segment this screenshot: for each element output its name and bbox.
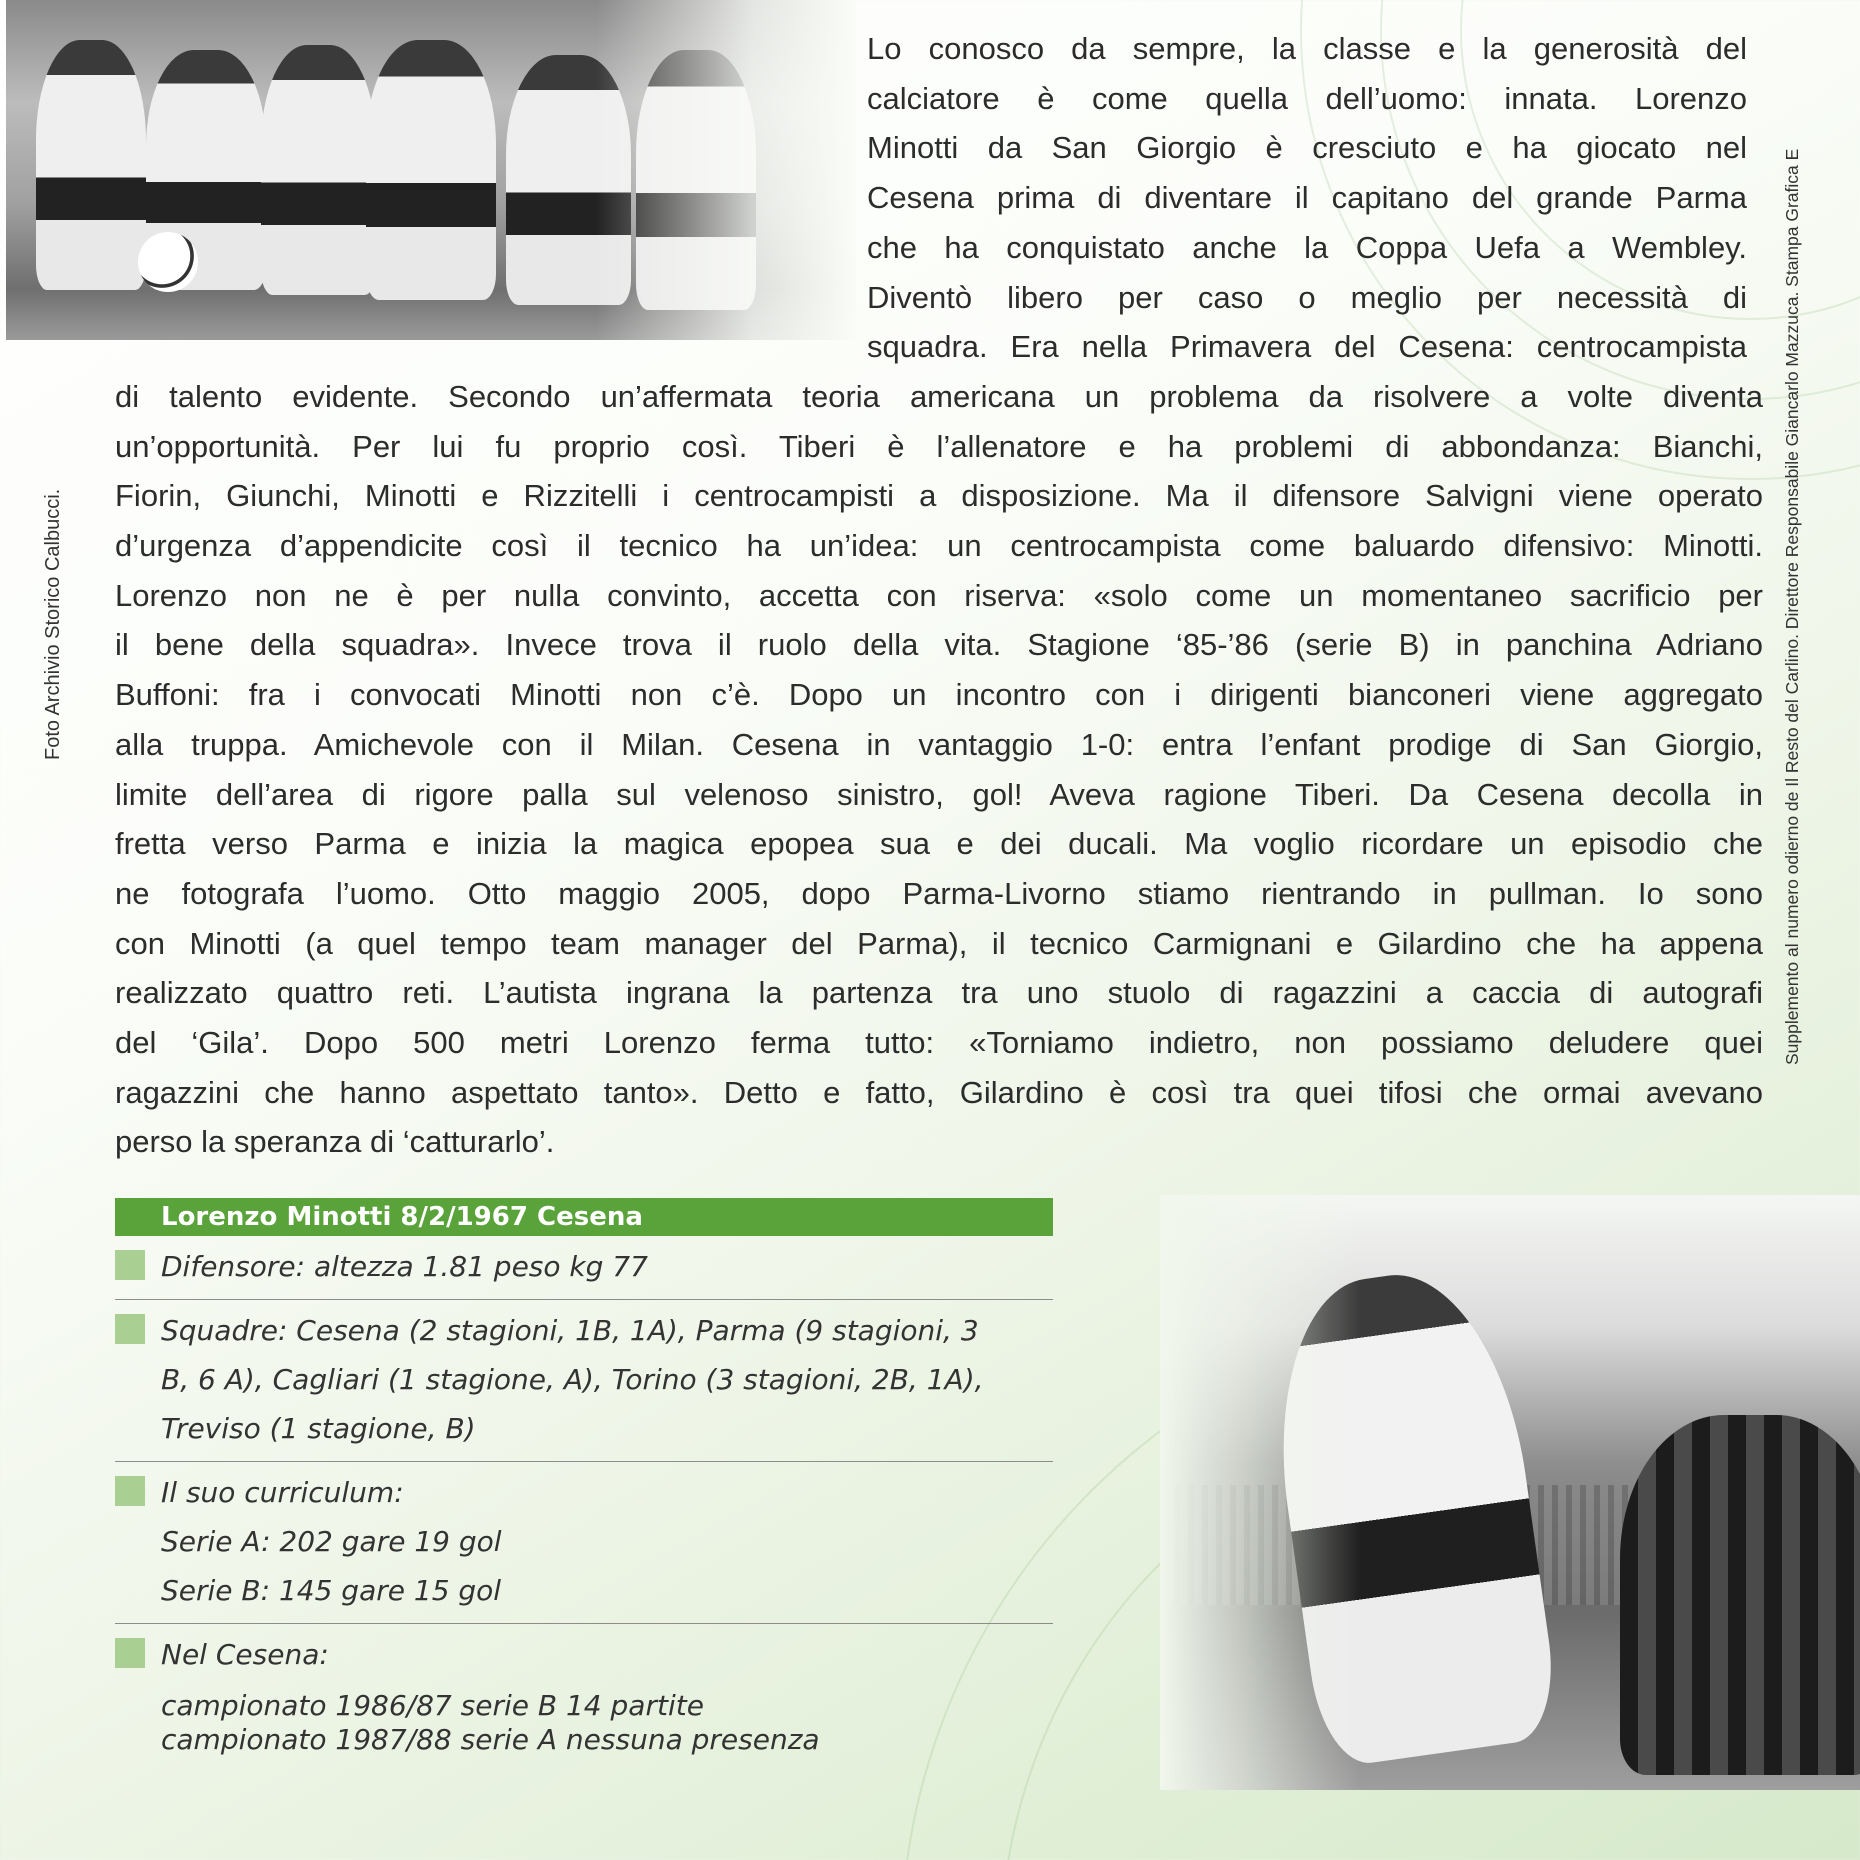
article-line: fretta verso Parma e inizia la magica epopea sua e dei ducali. Ma voglio ricordare un episodio che: [115, 826, 1763, 862]
curriculum-line: Serie B: 145 gare 15 gol: [161, 1574, 502, 1607]
article-line: Lorenzo non ne è per nulla convinto, accetta con riserva: «solo come un momentaneo sacrificio per: [115, 577, 1763, 613]
article-line: ragazzini che hanno aspettato tanto». Detto e fatto, Gilardino è così tra quei tifosi che ormai avevano: [115, 1074, 1763, 1110]
article-line: realizzato quattro reti. L’autista ingrana la partenza tra uno stuolo di ragazzini a caccia di autografi: [115, 975, 1763, 1011]
article-line: Minotti da San Giorgio è cresciuto e ha giocato nel: [867, 130, 1747, 166]
info-row-cesena: [115, 1624, 1053, 1765]
article-line: Cesena prima di diventare il capitano del grande Parma: [867, 180, 1747, 216]
article-line: limite dell’area di rigore palla sul velenoso sinistro, gol! Aveva ragione Tiberi. Da Cesena decolla in: [115, 776, 1763, 812]
bullet-square-icon: [115, 1250, 145, 1280]
cesena-label: Nel Cesena:: [161, 1638, 329, 1671]
curriculum-label: Il suo curriculum:: [161, 1476, 404, 1509]
role-text: Difensore: altezza 1.81 peso kg 77: [161, 1250, 648, 1283]
article-line: Lo conosco da sempre, la classe e la generosità del: [867, 31, 1747, 66]
info-row-teams: [115, 1300, 1053, 1462]
article-line: perso la speranza di ‘catturarlo’.: [115, 1124, 555, 1160]
player-info-box: [115, 1198, 1053, 1765]
teams-line: Squadre: Cesena (2 stagioni, 1B, 1A), Parma (9 stagioni, 3: [161, 1314, 979, 1347]
bullet-square-icon: [115, 1638, 145, 1668]
cesena-line: campionato 1987/88 serie A nessuna presenza: [161, 1723, 820, 1756]
article-line: ne fotografa l’uomo. Otto maggio 2005, dopo Parma-Livorno stiamo rientrando in pullman. Io sono: [115, 875, 1763, 911]
article-line: Buffoni: fra i convocati Minotti non c’è. Dopo un incontro con i dirigenti bianconeri viene aggregato: [115, 677, 1763, 713]
article-line: con Minotti (a quel tempo team manager del Parma), il tecnico Carmignani e Gilardino che ha appena: [115, 925, 1763, 961]
teams-line: Treviso (1 stagione, B): [161, 1412, 476, 1445]
article-line: Diventò libero per caso o meglio per necessità di: [867, 279, 1747, 315]
article-line: calciatore è come quella dell’uomo: innata. Lorenzo: [867, 80, 1747, 116]
photo-credit: Foto Archivio Storico Calbucci.: [42, 488, 64, 760]
article-line: un’opportunità. Per lui fu proprio così. Tiberi è l’allenatore e ha problemi di abbondanza: Bianchi,: [115, 428, 1763, 464]
cesena-line: campionato 1986/87 serie B 14 partite: [161, 1689, 704, 1722]
bullet-square-icon: [115, 1476, 145, 1506]
article-line: Fiorin, Giunchi, Minotti e Rizzitelli i centrocampisti a disposizione. Ma il difensore Salvigni viene operato: [115, 478, 1763, 514]
bullet-square-icon: [115, 1314, 145, 1344]
article-line: d’urgenza d’appendicite così il tecnico ha un’idea: un centrocampista come baluardo difensivo: Minotti.: [115, 528, 1763, 563]
article-line: di talento evidente. Secondo un’affermata teoria americana un problema da risolvere a volte diventa: [115, 378, 1763, 414]
teams-line: B, 6 A), Cagliari (1 stagione, A), Torino (3 stagioni, 2B, 1A),: [161, 1363, 984, 1396]
supplement-note: Supplemento al numero odierno de Il Resto del Carlino. Direttore Responsabile Giancarlo Mazzuca. Stampa Grafica E: [1782, 148, 1802, 1065]
info-row-role: [115, 1236, 1053, 1300]
article-line: alla truppa. Amichevole con il Milan. Cesena in vantaggio 1-0: entra l’enfant prodige di San Giorgio,: [115, 726, 1763, 762]
opponent-figure: [1620, 1415, 1860, 1775]
info-header: Lorenzo Minotti 8/2/1967 Cesena: [115, 1198, 1053, 1236]
article-line: il bene della squadra». Invece trova il ruolo della vita. Stagione ‘85-’86 (serie B) in panchina Adriano: [115, 627, 1763, 663]
curriculum-line: Serie A: 202 gare 19 gol: [161, 1525, 502, 1558]
article-line: che ha conquistato anche la Coppa Uefa a Wembley.: [867, 229, 1747, 265]
action-photo: [1160, 1195, 1860, 1790]
article-line: del ‘Gila’. Dopo 500 metri Lorenzo ferma tutto: «Torniamo indietro, non possiamo deludere quei: [115, 1025, 1763, 1060]
info-row-curriculum: [115, 1462, 1053, 1624]
article-line: squadra. Era nella Primavera del Cesena: centrocampista: [867, 329, 1747, 365]
